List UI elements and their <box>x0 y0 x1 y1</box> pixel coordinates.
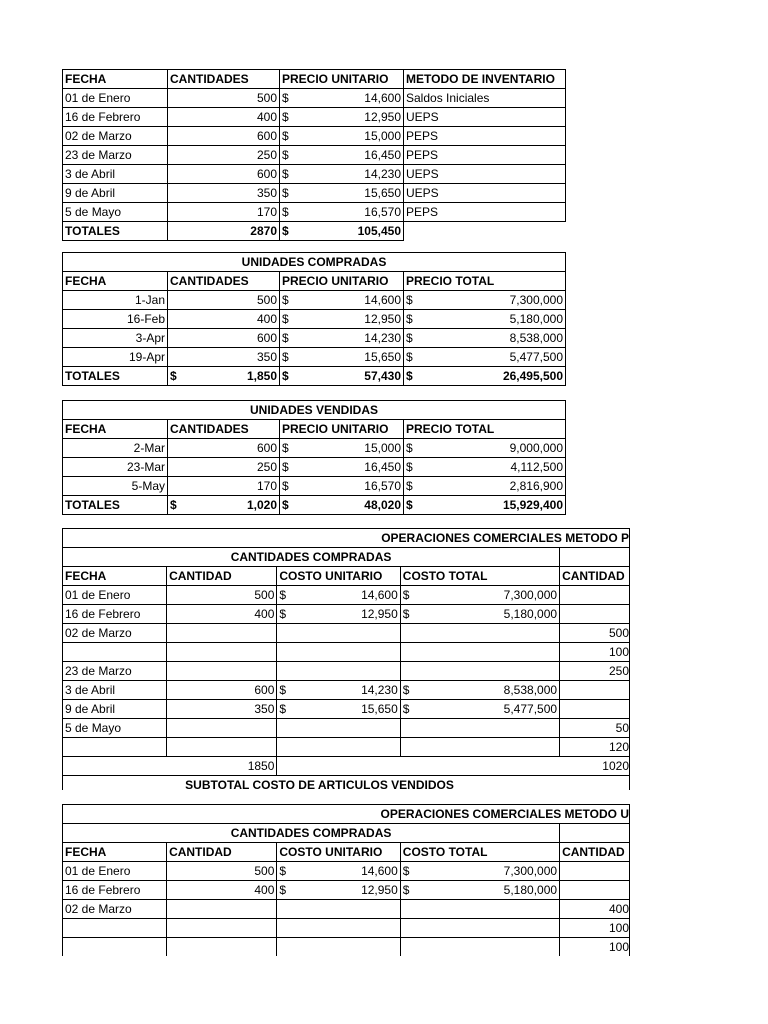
money-cell <box>280 127 404 146</box>
money-cell <box>404 310 566 329</box>
header-cell: FECHA <box>63 420 168 439</box>
currency-sign: $ <box>282 330 289 345</box>
currency-sign: $ <box>282 478 289 493</box>
totals-price-value: 105,450 <box>357 223 401 238</box>
money-cell <box>280 108 404 127</box>
method-cell: PEPS <box>404 203 566 222</box>
table-row <box>63 291 566 310</box>
table-title: UNIDADES VENDIDAS <box>63 401 566 420</box>
money-cell <box>280 458 404 477</box>
money-cell <box>404 291 566 310</box>
currency-sign: $ <box>406 292 413 307</box>
table-subtitle: CANTIDADES COMPRADAS <box>63 548 560 567</box>
amount-value: 12,950 <box>361 882 398 897</box>
date-cell: 1-Jan <box>63 291 168 310</box>
totals-total <box>404 367 566 386</box>
sold-qty-cell <box>560 605 630 624</box>
totals-price-value: 48,020 <box>364 497 401 512</box>
qty-cell <box>167 900 277 919</box>
qty-cell: 600 <box>168 165 280 184</box>
amount-value: 8,538,000 <box>509 330 563 345</box>
header-cell: FECHA <box>63 70 168 89</box>
money-cell <box>277 919 400 938</box>
sold-qty-cell: 400 <box>560 900 630 919</box>
totals-row <box>63 222 566 241</box>
table-title: OPERACIONES COMERCIALES METODO P <box>63 529 630 548</box>
qty-cell: 250 <box>168 458 280 477</box>
money-cell <box>280 89 404 108</box>
money-cell <box>404 477 566 496</box>
currency-sign: $ <box>402 682 410 697</box>
currency-sign: $ <box>282 440 289 455</box>
currency-sign: $ <box>282 223 289 238</box>
money-cell <box>280 184 404 203</box>
amount-value: 14,230 <box>364 166 401 181</box>
totals-label: TOTALES <box>63 367 168 386</box>
money-cell <box>280 310 404 329</box>
money-cell <box>280 329 404 348</box>
money-cell <box>280 348 404 367</box>
totals-total-value: 26,495,500 <box>502 368 563 383</box>
money-cell <box>404 348 566 367</box>
table-title: OPERACIONES COMERCIALES METODO U <box>63 805 630 824</box>
sold-qty-cell <box>560 862 630 881</box>
empty-cell <box>560 548 630 567</box>
amount-value: 16,450 <box>364 459 401 474</box>
currency-sign: $ <box>406 440 413 455</box>
date-cell: 19-Apr <box>63 348 168 367</box>
currency-sign: $ <box>279 863 287 878</box>
qty-cell: 170 <box>168 203 280 222</box>
date-cell: 5 de Mayo <box>63 719 167 738</box>
currency-sign: $ <box>282 292 289 307</box>
money-cell <box>277 700 400 719</box>
subtotal-label: SUBTOTAL COSTO DE ARTICULOS VENDIDOS <box>63 776 630 791</box>
table-header-row <box>63 567 630 586</box>
table-header-row <box>63 272 566 291</box>
totals-label: TOTALES <box>63 496 168 515</box>
table-row <box>63 127 566 146</box>
sold-qty-cell: 50 <box>560 719 630 738</box>
qty-cell: 400 <box>167 881 277 900</box>
sold-qty-cell: 250 <box>560 662 630 681</box>
amount-value: 16,570 <box>364 204 401 219</box>
money-cell <box>404 329 566 348</box>
money-cell <box>277 586 400 605</box>
amount-value: 5,477,500 <box>503 701 558 716</box>
method-cell: PEPS <box>404 146 566 165</box>
money-cell <box>280 477 404 496</box>
currency-sign: $ <box>279 682 287 697</box>
money-cell <box>277 938 400 957</box>
amount-value: 5,180,000 <box>503 606 558 621</box>
table-title: UNIDADES COMPRADAS <box>63 253 566 272</box>
totals-qty-value: 1,850 <box>246 368 277 383</box>
currency-sign: $ <box>282 204 289 219</box>
table-row <box>63 738 630 757</box>
qty-cell <box>167 624 277 643</box>
money-cell <box>400 662 559 681</box>
table-row <box>63 165 566 184</box>
totals-row <box>63 757 630 776</box>
date-cell: 3-Apr <box>63 329 168 348</box>
totals-row <box>63 367 566 386</box>
sold-qty-cell: 500 <box>560 624 630 643</box>
table-row <box>63 108 566 127</box>
amount-value: 5,180,000 <box>509 311 563 326</box>
currency-sign: $ <box>402 863 410 878</box>
empty-cell <box>404 222 566 241</box>
totals-label: TOTALES <box>63 222 168 241</box>
qty-cell: 600 <box>167 681 277 700</box>
qty-cell: 500 <box>167 586 277 605</box>
currency-sign: $ <box>282 90 289 105</box>
amount-value: 12,950 <box>361 606 398 621</box>
table-row <box>63 477 566 496</box>
date-cell: 23 de Marzo <box>63 662 167 681</box>
money-cell <box>400 700 559 719</box>
money-cell <box>280 203 404 222</box>
header-cell: METODO DE INVENTARIO <box>404 70 566 89</box>
money-cell <box>400 643 559 662</box>
currency-sign: $ <box>282 349 289 364</box>
qty-cell: 400 <box>167 605 277 624</box>
date-cell: 3 de Abril <box>63 681 167 700</box>
money-cell <box>400 862 559 881</box>
header-cell: COSTO TOTAL <box>400 843 559 862</box>
date-cell: 23 de Marzo <box>63 146 168 165</box>
totals-total <box>404 496 566 515</box>
currency-sign: $ <box>406 459 413 474</box>
money-cell <box>400 719 559 738</box>
currency-sign: $ <box>282 109 289 124</box>
amount-value: 15,650 <box>364 185 401 200</box>
amount-value: 15,000 <box>364 440 401 455</box>
amount-value: 7,300,000 <box>509 292 563 307</box>
table-row <box>63 719 630 738</box>
table-row <box>63 89 566 108</box>
date-cell: 3 de Abril <box>63 165 168 184</box>
peps-operations-table <box>62 528 630 790</box>
money-cell <box>400 938 559 957</box>
method-cell: Saldos Iniciales <box>404 89 566 108</box>
peps-operations-section <box>62 528 630 790</box>
currency-sign: $ <box>282 147 289 162</box>
money-cell <box>277 681 400 700</box>
qty-cell: 600 <box>168 439 280 458</box>
amount-value: 14,600 <box>364 90 401 105</box>
money-cell <box>277 738 400 757</box>
totals-qty <box>168 496 280 515</box>
amount-value: 14,230 <box>364 330 401 345</box>
amount-value: 14,600 <box>364 292 401 307</box>
table-row <box>63 329 566 348</box>
sold-qty-cell <box>560 586 630 605</box>
currency-sign: $ <box>282 459 289 474</box>
table-row <box>63 624 630 643</box>
date-cell <box>63 919 167 938</box>
table-row <box>63 439 566 458</box>
table-row <box>63 881 630 900</box>
money-cell <box>277 719 400 738</box>
qty-cell: 250 <box>168 146 280 165</box>
currency-sign: $ <box>406 368 413 383</box>
amount-value: 7,300,000 <box>503 587 558 602</box>
totals-total-value: 15,929,400 <box>502 497 563 512</box>
method-cell: UEPS <box>404 108 566 127</box>
inventory-table <box>62 69 566 241</box>
header-cell: CANTIDAD <box>167 567 277 586</box>
amount-value: 14,230 <box>361 682 398 697</box>
totals-qty: 2870 <box>168 222 280 241</box>
money-cell <box>400 624 559 643</box>
amount-value: 7,300,000 <box>503 863 558 878</box>
date-cell: 16 de Febrero <box>63 605 167 624</box>
table-header-row <box>63 843 630 862</box>
header-cell: PRECIO TOTAL <box>404 272 566 291</box>
money-cell <box>277 662 400 681</box>
total-sold: 1020 <box>277 757 630 776</box>
qty-cell: 350 <box>168 348 280 367</box>
sold-qty-cell: 100 <box>560 919 630 938</box>
money-cell <box>280 165 404 184</box>
table-row <box>63 586 630 605</box>
currency-sign: $ <box>279 606 287 621</box>
header-cell: PRECIO UNITARIO <box>280 420 404 439</box>
currency-sign: $ <box>406 311 413 326</box>
date-cell: 02 de Marzo <box>63 624 167 643</box>
totals-row <box>63 496 566 515</box>
header-cell: CANTIDAD <box>560 843 630 862</box>
date-cell: 5 de Mayo <box>63 203 168 222</box>
money-cell <box>404 439 566 458</box>
currency-sign: $ <box>282 166 289 181</box>
sold-qty-cell: 100 <box>560 643 630 662</box>
date-cell: 16 de Febrero <box>63 881 167 900</box>
currency-sign: $ <box>406 497 413 512</box>
currency-sign: $ <box>406 478 413 493</box>
date-cell: 16-Feb <box>63 310 168 329</box>
qty-cell <box>167 643 277 662</box>
money-cell <box>400 881 559 900</box>
header-cell: CANTIDADES <box>168 420 280 439</box>
amount-value: 12,950 <box>364 311 401 326</box>
sold-qty-cell: 100 <box>560 938 630 957</box>
currency-sign: $ <box>402 701 410 716</box>
header-cell: FECHA <box>63 843 167 862</box>
amount-value: 14,600 <box>361 863 398 878</box>
totals-price-value: 57,430 <box>364 368 401 383</box>
money-cell <box>400 605 559 624</box>
money-cell <box>400 681 559 700</box>
date-cell: 9 de Abril <box>63 184 168 203</box>
sold-qty-cell <box>560 700 630 719</box>
amount-value: 15,000 <box>364 128 401 143</box>
amount-value: 12,950 <box>364 109 401 124</box>
date-cell: 02 de Marzo <box>63 900 167 919</box>
money-cell <box>280 439 404 458</box>
empty-cell <box>560 824 630 843</box>
header-cell: COSTO UNITARIO <box>277 567 400 586</box>
date-cell <box>63 938 167 957</box>
table-subtitle: CANTIDADES COMPRADAS <box>63 824 560 843</box>
totals-price <box>280 222 404 241</box>
qty-cell: 500 <box>167 862 277 881</box>
qty-cell <box>167 919 277 938</box>
qty-cell <box>167 719 277 738</box>
date-cell: 02 de Marzo <box>63 127 168 146</box>
money-cell <box>400 919 559 938</box>
amount-value: 16,570 <box>364 478 401 493</box>
table-header-row <box>63 70 566 89</box>
table-row <box>63 458 566 477</box>
ueps-operations-section <box>62 804 630 956</box>
amount-value: 16,450 <box>364 147 401 162</box>
money-cell <box>404 458 566 477</box>
currency-sign: $ <box>279 882 287 897</box>
qty-cell <box>167 662 277 681</box>
totals-qty-value: 1,020 <box>246 497 277 512</box>
header-cell: CANTIDAD <box>560 567 630 586</box>
amount-value: 9,000,000 <box>509 440 563 455</box>
header-cell: COSTO UNITARIO <box>277 843 400 862</box>
ueps-operations-table <box>62 804 630 956</box>
currency-sign: $ <box>406 349 413 364</box>
date-cell <box>63 738 167 757</box>
table-row <box>63 681 630 700</box>
currency-sign: $ <box>282 497 289 512</box>
header-cell: FECHA <box>63 567 167 586</box>
date-cell: 9 de Abril <box>63 700 167 719</box>
qty-cell: 400 <box>168 310 280 329</box>
date-cell: 23-Mar <box>63 458 168 477</box>
table-row <box>63 900 630 919</box>
money-cell <box>277 624 400 643</box>
amount-value: 15,650 <box>364 349 401 364</box>
amount-value: 8,538,000 <box>503 682 558 697</box>
method-cell: UEPS <box>404 184 566 203</box>
header-cell: CANTIDADES <box>168 70 280 89</box>
currency-sign: $ <box>402 606 410 621</box>
currency-sign: $ <box>282 185 289 200</box>
qty-cell <box>167 738 277 757</box>
header-cell: FECHA <box>63 272 168 291</box>
currency-sign: $ <box>170 497 177 512</box>
date-cell: 01 de Enero <box>63 89 168 108</box>
date-cell: 5-May <box>63 477 168 496</box>
totals-price <box>280 496 404 515</box>
amount-value: 14,600 <box>361 587 398 602</box>
sold-qty-cell: 120 <box>560 738 630 757</box>
money-cell <box>277 643 400 662</box>
header-cell: CANTIDAD <box>167 843 277 862</box>
money-cell <box>400 738 559 757</box>
totals-qty <box>168 367 280 386</box>
header-cell: CANTIDADES <box>168 272 280 291</box>
table-row <box>63 700 630 719</box>
currency-sign: $ <box>282 128 289 143</box>
money-cell <box>277 881 400 900</box>
amount-value: 4,112,500 <box>510 459 563 474</box>
qty-cell: 600 <box>168 329 280 348</box>
table-row <box>63 862 630 881</box>
money-cell <box>400 900 559 919</box>
header-cell: PRECIO TOTAL <box>404 420 566 439</box>
amount-value: 15,650 <box>361 701 398 716</box>
header-cell: COSTO TOTAL <box>400 567 559 586</box>
qty-cell: 350 <box>167 700 277 719</box>
table-row <box>63 605 630 624</box>
date-cell <box>63 643 167 662</box>
sold-qty-cell <box>560 881 630 900</box>
sold-units-table <box>62 400 566 515</box>
money-cell <box>277 900 400 919</box>
qty-cell: 500 <box>168 89 280 108</box>
table-row <box>63 643 630 662</box>
currency-sign: $ <box>279 587 287 602</box>
qty-cell <box>167 938 277 957</box>
date-cell: 01 de Enero <box>63 862 167 881</box>
qty-cell: 350 <box>168 184 280 203</box>
currency-sign: $ <box>406 330 413 345</box>
totals-price <box>280 367 404 386</box>
table-row <box>63 310 566 329</box>
currency-sign: $ <box>170 368 177 383</box>
table-header-row <box>63 420 566 439</box>
method-cell: UEPS <box>404 165 566 184</box>
money-cell <box>280 291 404 310</box>
amount-value: 2,816,900 <box>509 478 563 493</box>
currency-sign: $ <box>402 882 410 897</box>
table-row <box>63 203 566 222</box>
currency-sign: $ <box>279 701 287 716</box>
table-row <box>63 146 566 165</box>
table-row <box>63 348 566 367</box>
qty-cell: 600 <box>168 127 280 146</box>
method-cell: PEPS <box>404 127 566 146</box>
date-cell: 01 de Enero <box>63 586 167 605</box>
table-row <box>63 919 630 938</box>
table-row <box>63 662 630 681</box>
header-cell: PRECIO UNITARIO <box>280 272 404 291</box>
currency-sign: $ <box>282 368 289 383</box>
sold-qty-cell <box>560 681 630 700</box>
table-row <box>63 938 630 957</box>
total-qty: 1850 <box>63 757 277 776</box>
qty-cell: 500 <box>168 291 280 310</box>
currency-sign: $ <box>402 587 410 602</box>
qty-cell: 400 <box>168 108 280 127</box>
money-cell <box>277 605 400 624</box>
purchased-units-table <box>62 252 566 386</box>
money-cell <box>400 586 559 605</box>
qty-cell: 170 <box>168 477 280 496</box>
amount-value: 5,180,000 <box>503 882 558 897</box>
date-cell: 2-Mar <box>63 439 168 458</box>
header-cell: PRECIO UNITARIO <box>280 70 404 89</box>
money-cell <box>277 862 400 881</box>
money-cell <box>280 146 404 165</box>
amount-value: 5,477,500 <box>509 349 563 364</box>
currency-sign: $ <box>282 311 289 326</box>
table-row <box>63 184 566 203</box>
date-cell: 16 de Febrero <box>63 108 168 127</box>
